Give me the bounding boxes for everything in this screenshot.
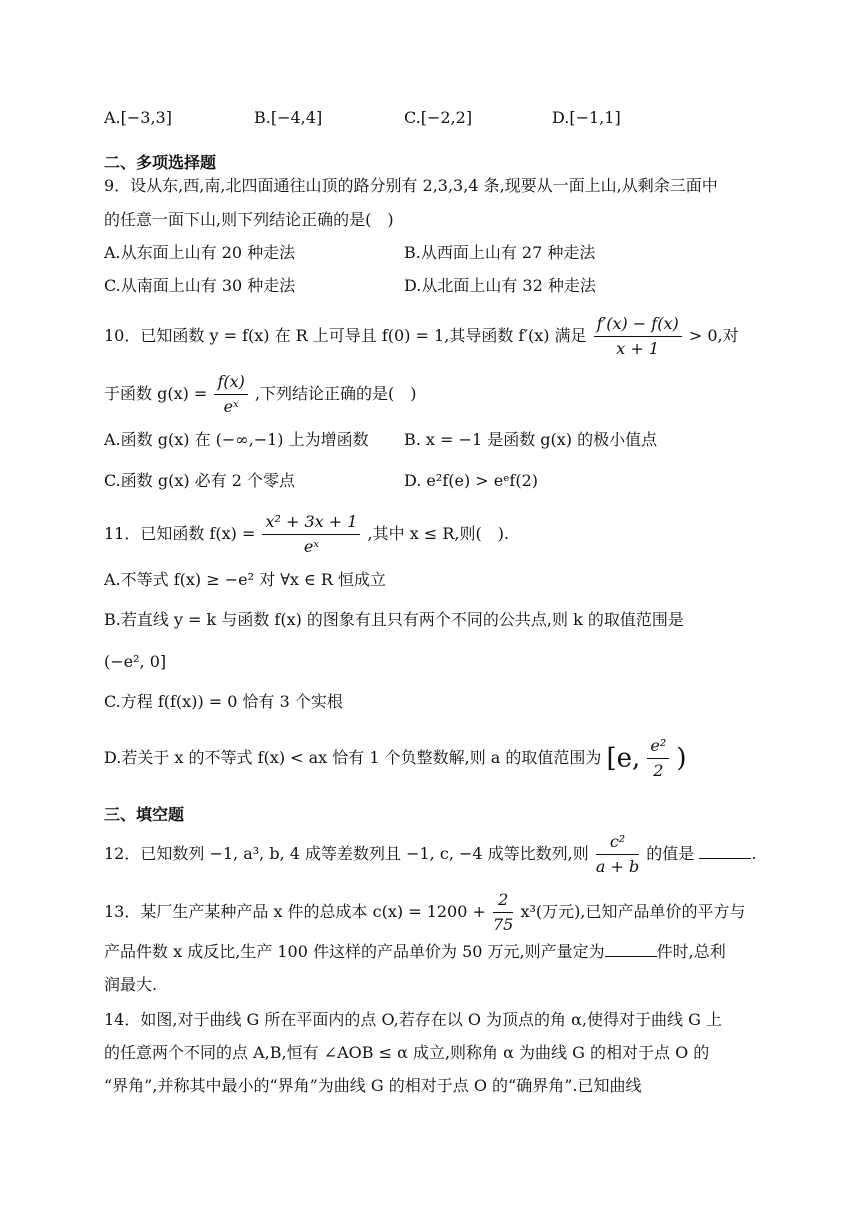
q10-stem-post: > 0,对 bbox=[688, 326, 739, 345]
q11-option-d-pre: D.若关于 x 的不等式 f(x) < ax 恰有 1 个负整数解,则 a 的取值范围为 bbox=[104, 748, 602, 767]
q11-stem-post: ,其中 x ≤ R,则( ). bbox=[367, 524, 510, 543]
q9-option-a: A.从东面上山有 20 种走法 bbox=[104, 243, 296, 262]
q13-stem-pre: 13．某厂生产某种产品 x 件的总成本 c(x) = 1200 + bbox=[104, 902, 486, 921]
q9-option-d: D.从北面上山有 32 种走法 bbox=[404, 276, 596, 295]
q14-stem-line1: 14．如图,对于曲线 G 所在平面内的点 O,若存在以 O 为顶点的角 α,使得对于曲线 G 上 bbox=[104, 1010, 722, 1029]
q9-option-b: B.从西面上山有 27 种走法 bbox=[404, 243, 596, 262]
q9-stem-line2: 的任意一面下山,则下列结论正确的是( ) bbox=[104, 210, 394, 229]
fraction-denominator: 2 bbox=[653, 761, 664, 780]
q13-stem-line1 bbox=[104, 890, 745, 935]
q11-option-c: C.方程 f(f(x)) = 0 恰有 3 个实根 bbox=[104, 692, 343, 711]
q11-stem bbox=[104, 512, 509, 557]
interval-left-bracket: [e, bbox=[606, 743, 641, 774]
q12-stem-end: . bbox=[751, 844, 757, 863]
q10-option-a: A.函数 g(x) 在 (−∞,−1) 上为增函数 bbox=[104, 430, 369, 449]
fraction-denominator: eˣ bbox=[223, 397, 239, 416]
fraction-denominator: eˣ bbox=[303, 537, 320, 556]
q11-stem-pre: 11．已知函数 f(x) = bbox=[104, 524, 256, 543]
q10-fraction-derivative bbox=[594, 314, 682, 359]
q11-fraction-interval bbox=[647, 736, 669, 781]
q11-option-b-line2: (−e², 0] bbox=[104, 652, 167, 671]
q13-fraction bbox=[493, 890, 513, 935]
q10-stem-line1 bbox=[104, 314, 739, 359]
q13-stem-line2-post: 件时,总利 bbox=[656, 942, 726, 961]
q13-stem-line2-pre: 产品件数 x 成反比,生产 100 件这样的产品单价为 50 万元,则产量定为 bbox=[104, 942, 605, 961]
q12-stem bbox=[104, 832, 757, 877]
q14-stem-line2: 的任意两个不同的点 A,B,恒有 ∠AOB ≤ α 成立,则称角 α 为曲线 G 的相对于点 O 的 bbox=[104, 1043, 710, 1062]
fraction-numerator: x² + 3x + 1 bbox=[262, 512, 360, 535]
q12-fraction bbox=[596, 832, 639, 877]
q10-option-c: C.函数 g(x) 必有 2 个零点 bbox=[104, 471, 296, 490]
q8-option-b: B.[−4,4] bbox=[254, 108, 323, 127]
q10-stem-pre: 10．已知函数 y = f(x) 在 R 上可导且 f(0) = 1,其导函数 f′(x) 满足 bbox=[104, 326, 587, 345]
q10-stem-line2-pre: 于函数 g(x) = bbox=[104, 384, 208, 403]
section-title-multiple-choice: 二、多项选择题 bbox=[104, 153, 217, 172]
q10-fraction-g bbox=[214, 372, 247, 417]
fraction-denominator: x + 1 bbox=[616, 339, 660, 358]
q11-option-b-line1: B.若直线 y = k 与函数 f(x) 的图象有且只有两个不同的公共点,则 k 的取值范围是 bbox=[104, 610, 684, 629]
q10-stem-line2-post: ,下列结论正确的是( ) bbox=[254, 384, 417, 403]
fraction-numerator: c² bbox=[596, 832, 639, 855]
q12-stem-pre: 12．已知数列 −1, a³, b, 4 成等差数列且 −1, c, −4 成等比数列,则 bbox=[104, 844, 589, 863]
answer-blank[interactable] bbox=[699, 844, 751, 859]
section-title-fill-in: 三、填空题 bbox=[104, 805, 185, 824]
q9-option-c: C.从南面上山有 30 种走法 bbox=[104, 276, 296, 295]
q12-stem-post: 的值是 bbox=[646, 844, 695, 863]
fraction-numerator: f′(x) − f(x) bbox=[594, 314, 682, 337]
fraction-denominator: a + b bbox=[595, 857, 640, 876]
q8-option-c: C.[−2,2] bbox=[404, 108, 473, 127]
q10-option-b: B. x = −1 是函数 g(x) 的极小值点 bbox=[404, 430, 658, 449]
fraction-denominator: 75 bbox=[493, 915, 514, 934]
q10-stem-line2 bbox=[104, 372, 417, 417]
q11-fraction-f bbox=[262, 512, 360, 557]
fraction-numerator: 2 bbox=[493, 890, 513, 913]
q14-stem-line3: “界角”,并称其中最小的“界角”为曲线 G 的相对于点 O 的“确界角”.已知曲线 bbox=[104, 1076, 642, 1095]
q8-option-d: D.[−1,1] bbox=[552, 108, 621, 127]
q13-stem-line3: 润最大. bbox=[104, 975, 158, 994]
q8-option-a: A.[−3,3] bbox=[104, 108, 172, 127]
answer-blank[interactable] bbox=[605, 942, 657, 957]
q11-option-a: A.不等式 f(x) ≥ −e² 对 ∀x ∈ R 恒成立 bbox=[104, 570, 387, 589]
q10-option-d: D. e²f(e) > eᵉf(2) bbox=[404, 471, 539, 490]
fraction-numerator: f(x) bbox=[214, 372, 247, 395]
q9-stem-line1: 9．设从东,西,南,北四面通往山顶的路分别有 2,3,3,4 条,现要从一面上山,从剩余三面中 bbox=[104, 176, 718, 195]
q11-option-d bbox=[104, 736, 687, 781]
interval-right-bracket: ) bbox=[676, 743, 687, 774]
q13-stem-post: x³(万元),已知产品单价的平方与 bbox=[520, 902, 746, 921]
q13-stem-line2 bbox=[104, 942, 726, 962]
fraction-numerator: e² bbox=[647, 736, 669, 759]
